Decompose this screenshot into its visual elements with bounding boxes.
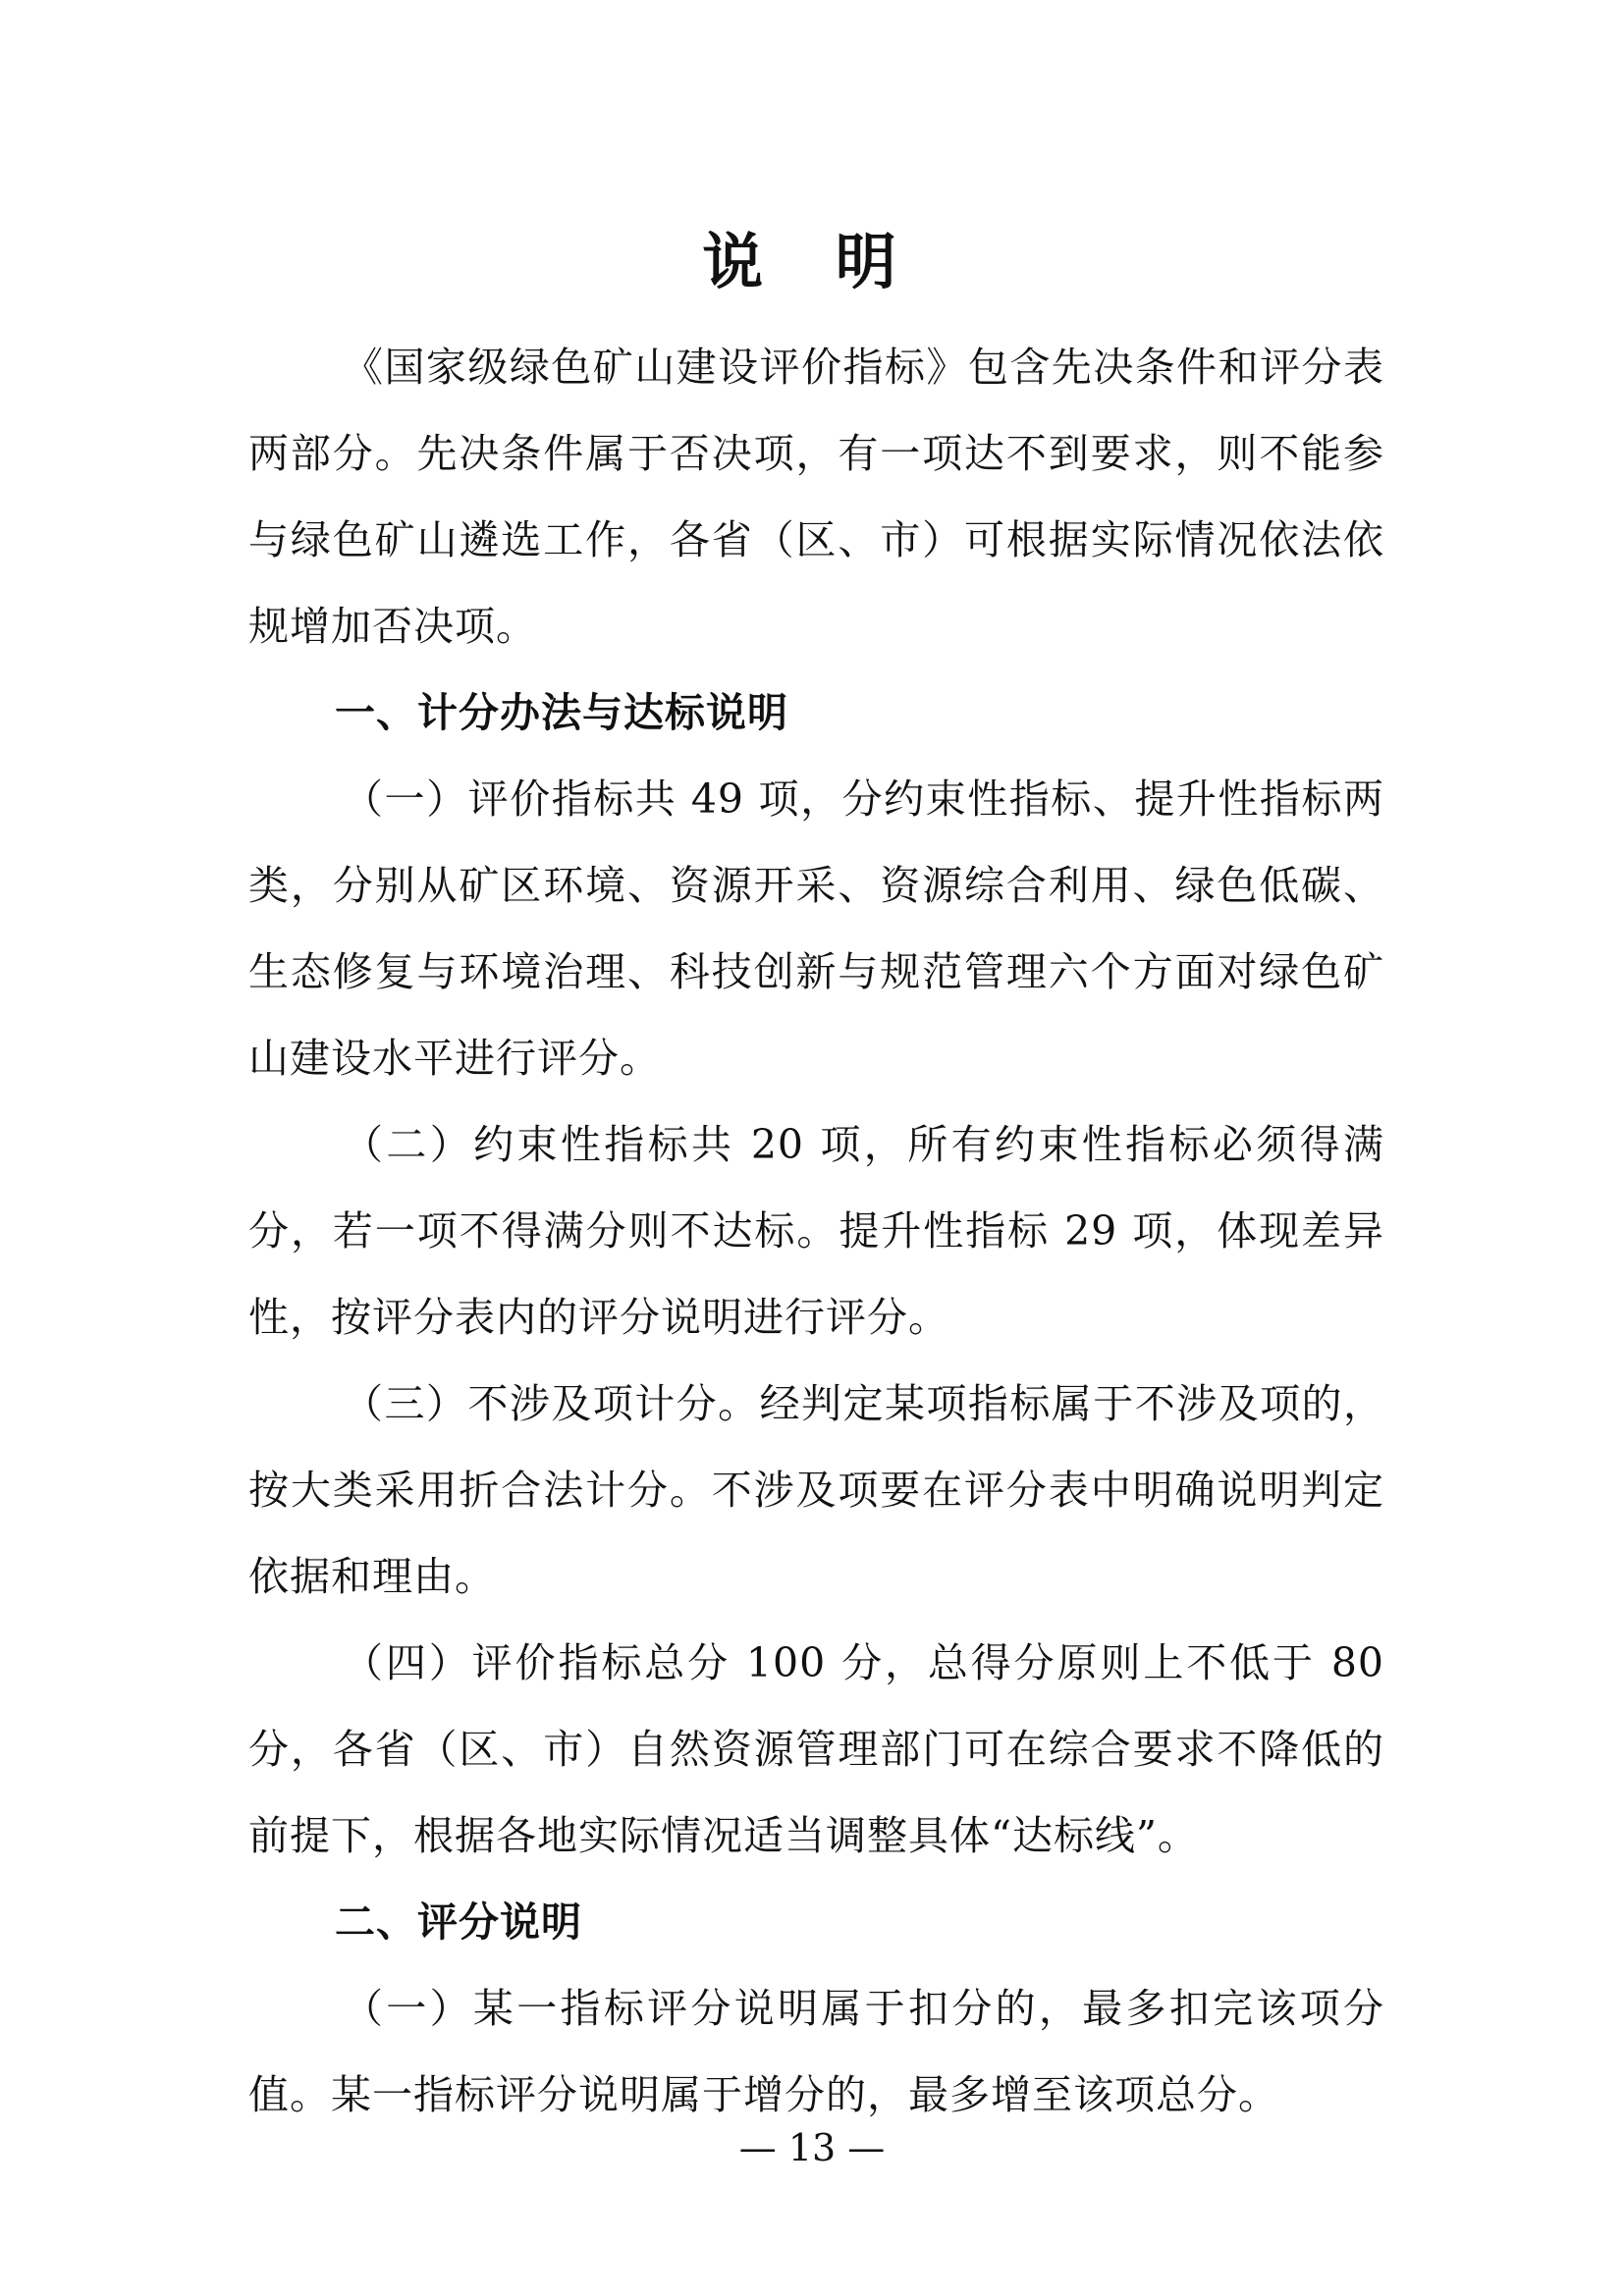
- section1-item-3: （三）不涉及项计分。经判定某项指标属于不涉及项的，按大类采用折合法计分。不涉及项要在评分表中明确说明判定依据和理由。: [248, 1380, 1384, 1600]
- page-number: — 13 —: [738, 2126, 886, 2169]
- section-heading-scoring-notes: 二、评分说明: [335, 1898, 582, 1946]
- section-heading-scoring-method: 一、计分办法与达标说明: [335, 689, 788, 736]
- document-title: 说 明: [702, 226, 922, 297]
- section2-item-1: （一）某一指标评分说明属于扣分的，最多扣完该项分值。某一指标评分说明属于增分的，最多增至该项总分。: [248, 1985, 1384, 2118]
- section1-item-4: （四）评价指标总分 100 分，总得分原则上不低于 80 分，各省（区、市）自然资源管理部门可在综合要求不降低的前提下，根据各地实际情况适当调整具体“达标线”。: [248, 1639, 1384, 1859]
- section1-item-2: （二）约束性指标共 20 项，所有约束性指标必须得满分，若一项不得满分则不达标。提升性指标 29 项，体现差异性，按评分表内的评分说明进行评分。: [248, 1121, 1384, 1341]
- intro-paragraph: 《国家级绿色矿山建设评价指标》包含先决条件和评分表两部分。先决条件属于否决项，有一项达不到要求，则不能参与绿色矿山遴选工作，各省（区、市）可根据实际情况依法依规增加否决项。: [248, 344, 1384, 650]
- section1-item-1: （一）评价指标共 49 项，分约束性指标、提升性指标两类，分别从矿区环境、资源开采、资源综合利用、绿色低碳、生态修复与环境治理、科技创新与规范管理六个方面对绿色矿山建设水平进行评分。: [248, 775, 1384, 1082]
- document-body: [248, 324, 1384, 2138]
